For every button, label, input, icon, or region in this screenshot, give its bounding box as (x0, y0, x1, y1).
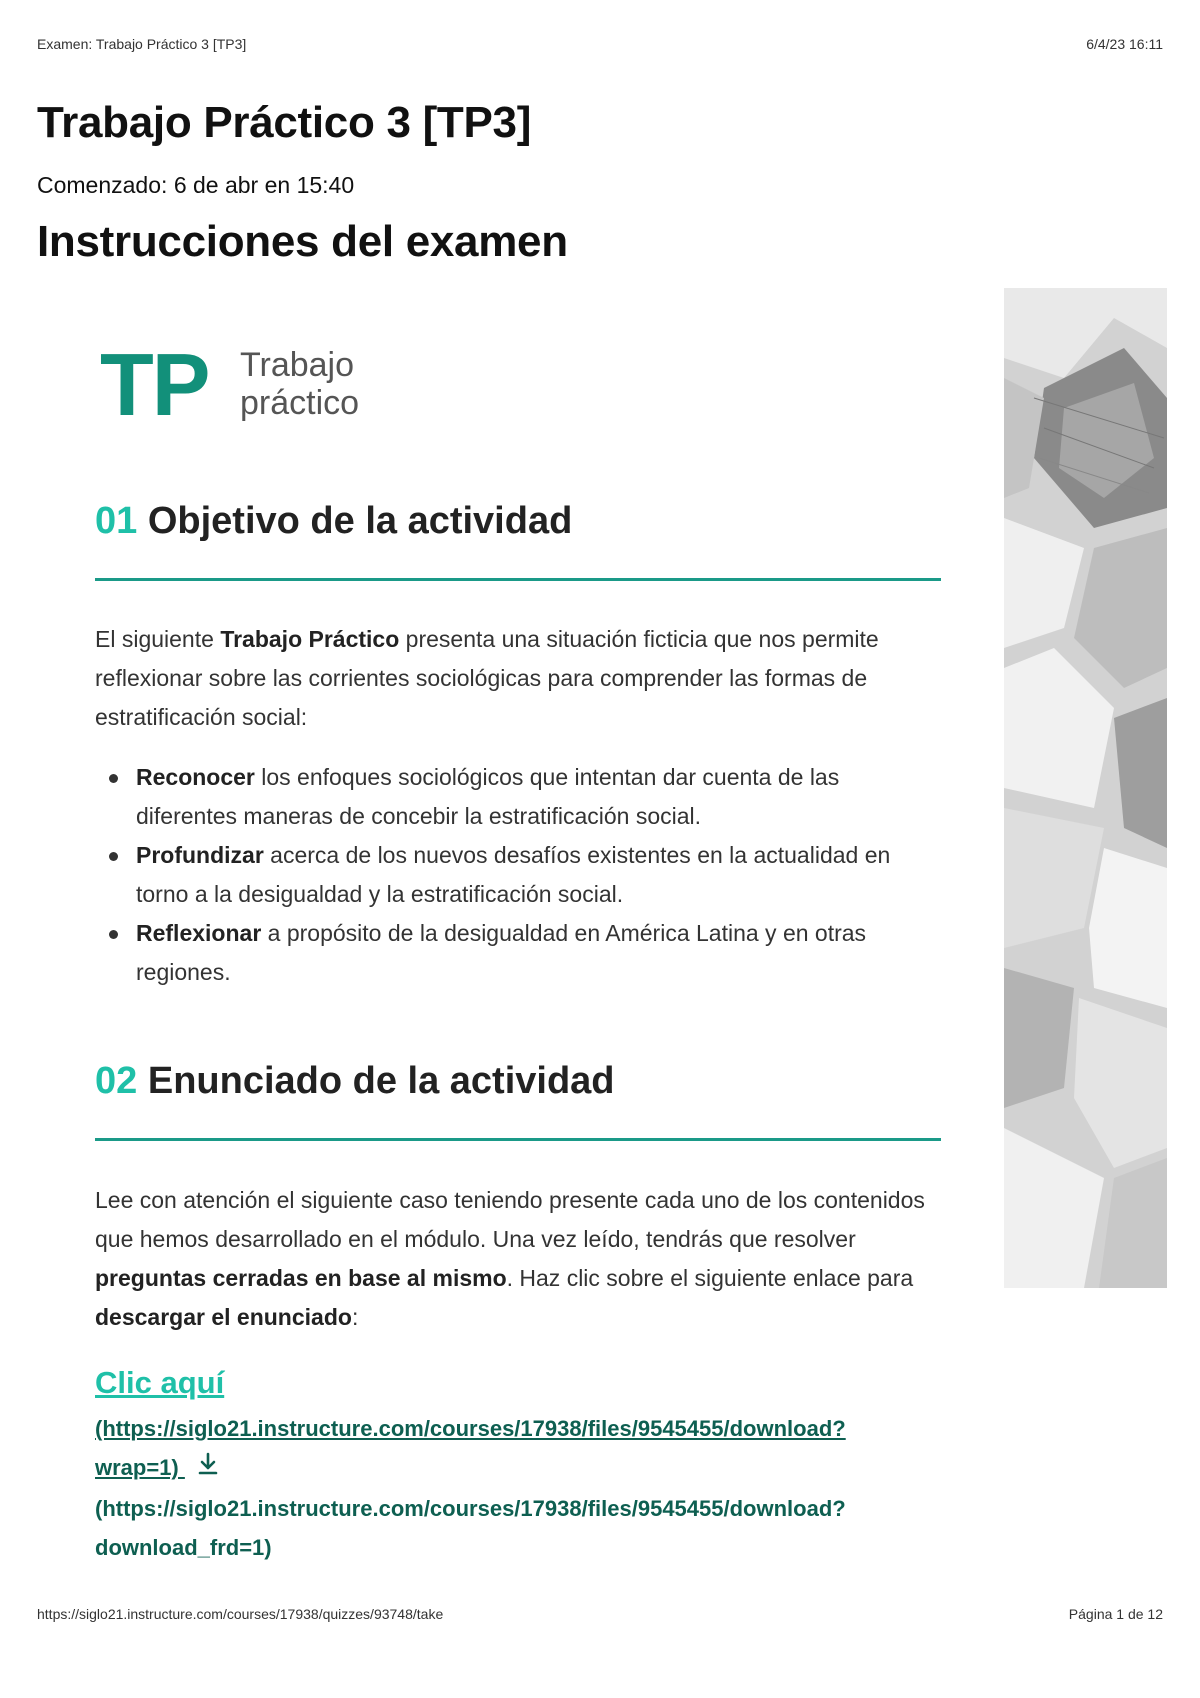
instructions-title: Instrucciones del examen (37, 217, 568, 266)
print-footer-page: Página 1 de 12 (1068, 1606, 1163, 1622)
intro-text-1: El siguiente (95, 626, 221, 652)
list-item-text: a propósito de la desigualdad en América Latina y en otras regiones. (136, 920, 867, 985)
objetivo-list (95, 758, 945, 992)
decorative-architecture-image (1004, 288, 1167, 1288)
enunciado-paragraph (95, 1181, 945, 1337)
list-item-text: los enfoques sociológicos que intentan dar cuenta de las diferentes maneras de concebir la estratificación social. (136, 764, 840, 829)
section-divider (95, 578, 941, 581)
print-footer (37, 1606, 1163, 1626)
download-frd-url: (https://siglo21.instructure.com/courses/17938/files/9545455/download? (95, 1495, 846, 1521)
list-item-bold: Profundizar (136, 842, 264, 868)
intro-bold: Trabajo Práctico (220, 626, 400, 652)
download-link-url[interactable]: (https://siglo21.instructure.com/courses/17938/files/9545455/download? (95, 1416, 846, 1441)
list-item (95, 836, 945, 914)
section-number: 01 (95, 500, 138, 542)
section-title: Enunciado de la actividad (147, 1060, 615, 1102)
enunciado-text-1: Lee con atención el siguiente caso teniendo presente cada uno de los contenidos que hemos desarrollado en el módulo. Una vez leído, tendrás que resolver (95, 1187, 925, 1252)
print-footer-url: https://siglo21.instructure.com/courses/17938/quizzes/93748/take (37, 1606, 444, 1622)
print-header-title: Examen: Trabajo Práctico 3 [TP3] (37, 36, 247, 52)
download-frd-url-cont: download_frd=1) (95, 1534, 272, 1560)
clic-aqui-link[interactable]: Clic aquí (95, 1365, 225, 1400)
tp-logo-mark: TP (100, 335, 209, 434)
tp-logo-line1: Trabajo (240, 346, 355, 384)
download-icon[interactable] (195, 1450, 221, 1489)
list-item-text: acerca de los nuevos desafíos existentes en la actualidad en torno a la desigualdad y la estratificación social. (136, 842, 891, 907)
print-header-datetime: 6/4/23 16:11 (1086, 36, 1163, 52)
enunciado-bold-2: descargar el enunciado (95, 1304, 352, 1330)
download-link-url-cont[interactable]: wrap=1) (95, 1455, 185, 1480)
list-item (95, 914, 945, 992)
section-heading-objetivo (95, 500, 572, 543)
list-item (95, 758, 945, 836)
objetivo-intro (95, 620, 945, 737)
tp-logo-line2: práctico (240, 384, 360, 422)
download-links (95, 1409, 915, 1567)
started-value: 6 de abr en 15:40 (173, 172, 355, 198)
page-title: Trabajo Práctico 3 [TP3] (37, 98, 532, 147)
print-header (37, 36, 1163, 56)
section-number: 02 (95, 1060, 138, 1102)
section-title: Objetivo de la actividad (147, 500, 573, 542)
started-label: Comenzado: (37, 172, 168, 198)
enunciado-text-3: : (351, 1304, 359, 1330)
section-heading-enunciado (95, 1060, 615, 1103)
tp-logo-text (240, 346, 440, 422)
intro-text-2: presenta una situación ficticia que nos permite reflexionar sobre las corrientes sociológicas para comprender las formas de estratificación social: (95, 626, 879, 730)
section-divider (95, 1138, 941, 1141)
enunciado-bold-1: preguntas cerradas en base al mismo (95, 1265, 507, 1291)
enunciado-text-2: . Haz clic sobre el siguiente enlace para (506, 1265, 914, 1291)
started-info (37, 172, 354, 199)
list-item-bold: Reflexionar (136, 920, 262, 946)
list-item-bold: Reconocer (136, 764, 255, 790)
